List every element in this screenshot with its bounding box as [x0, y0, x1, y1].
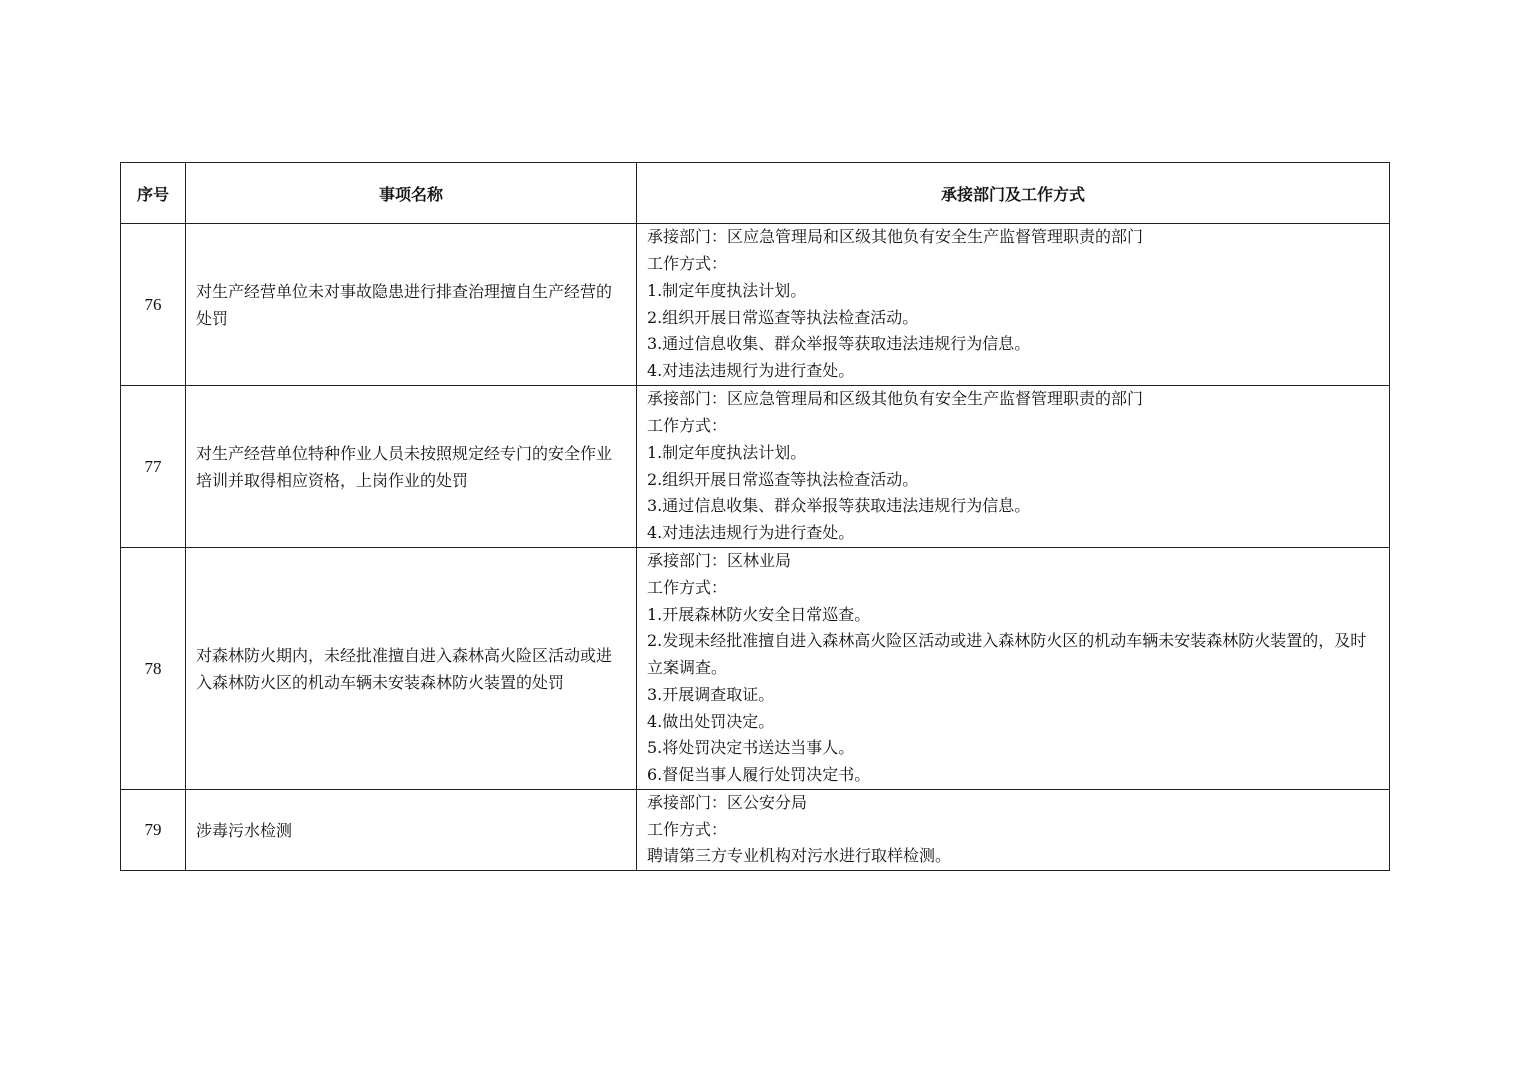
table-header-row	[121, 163, 1390, 224]
row-item-name: 对森林防火期内，未经批准擅自进入森林高火险区活动或进入森林防火区的机动车辆未安装森林防火装置的处罚	[186, 548, 637, 790]
dept-line: 5.将处罚决定书送达当事人。	[647, 738, 855, 758]
row-dept-method	[637, 224, 1390, 386]
dept-line: 承接部门：区公安分局	[647, 793, 808, 812]
dept-line: 工作方式：	[647, 819, 728, 839]
dept-line: 2.发现未经批准擅自进入森林高火险区活动或进入森林防火区的机动车辆未安装森林防火装置的，及时立案调查。	[647, 631, 1367, 678]
dept-line: 3.通过信息收集、群众举报等获取违法违规行为信息。	[647, 334, 1031, 354]
dept-line: 4.对违法违规行为进行查处。	[647, 360, 855, 380]
table-row	[121, 548, 1390, 790]
dept-line: 承接部门：区应急管理局和区级其他负有安全生产监督管理职责的部门	[647, 227, 1144, 247]
row-dept-method	[637, 790, 1390, 871]
dept-line: 2.组织开展日常巡查等执法检查活动。	[647, 307, 919, 327]
row-seq: 79	[121, 790, 186, 871]
dept-line: 1.制定年度执法计划。	[647, 442, 807, 462]
row-seq: 77	[121, 386, 186, 548]
header-name: 事项名称	[186, 163, 637, 224]
row-item-name: 涉毒污水检测	[186, 790, 637, 871]
dept-line: 3.开展调查取证。	[647, 684, 775, 704]
row-dept-method	[637, 386, 1390, 548]
header-seq: 序号	[121, 163, 186, 224]
header-dept: 承接部门及工作方式	[637, 163, 1390, 224]
dept-line: 承接部门：区应急管理局和区级其他负有安全生产监督管理职责的部门	[647, 389, 1144, 409]
dept-line: 1.开展森林防火安全日常巡查。	[647, 604, 871, 624]
dept-line: 工作方式：	[647, 254, 728, 274]
dept-line: 2.组织开展日常巡查等执法检查活动。	[647, 469, 919, 489]
table-row	[121, 386, 1390, 548]
dept-line: 4.做出处罚决定。	[647, 711, 775, 731]
row-seq: 78	[121, 548, 186, 790]
table-row	[121, 790, 1390, 871]
dept-line: 承接部门：区林业局	[647, 551, 792, 571]
dept-line: 4.对违法违规行为进行查处。	[647, 522, 855, 542]
dept-line: 3.通过信息收集、群众举报等获取违法违规行为信息。	[647, 496, 1031, 516]
dept-line: 聘请第三方专业机构对污水进行取样检测。	[647, 846, 952, 866]
table-row	[121, 224, 1390, 386]
dept-line: 工作方式：	[647, 578, 728, 598]
dept-line: 工作方式：	[647, 416, 728, 436]
row-seq: 76	[121, 224, 186, 386]
row-item-name: 对生产经营单位特种作业人员未按照规定经专门的安全作业培训并取得相应资格，上岗作业的处罚	[186, 386, 637, 548]
row-dept-method	[637, 548, 1390, 790]
document-table	[120, 162, 1390, 871]
dept-line: 1.制定年度执法计划。	[647, 280, 807, 300]
dept-line: 6.督促当事人履行处罚决定书。	[647, 764, 871, 784]
row-item-name: 对生产经营单位未对事故隐患进行排查治理擅自生产经营的处罚	[186, 224, 637, 386]
